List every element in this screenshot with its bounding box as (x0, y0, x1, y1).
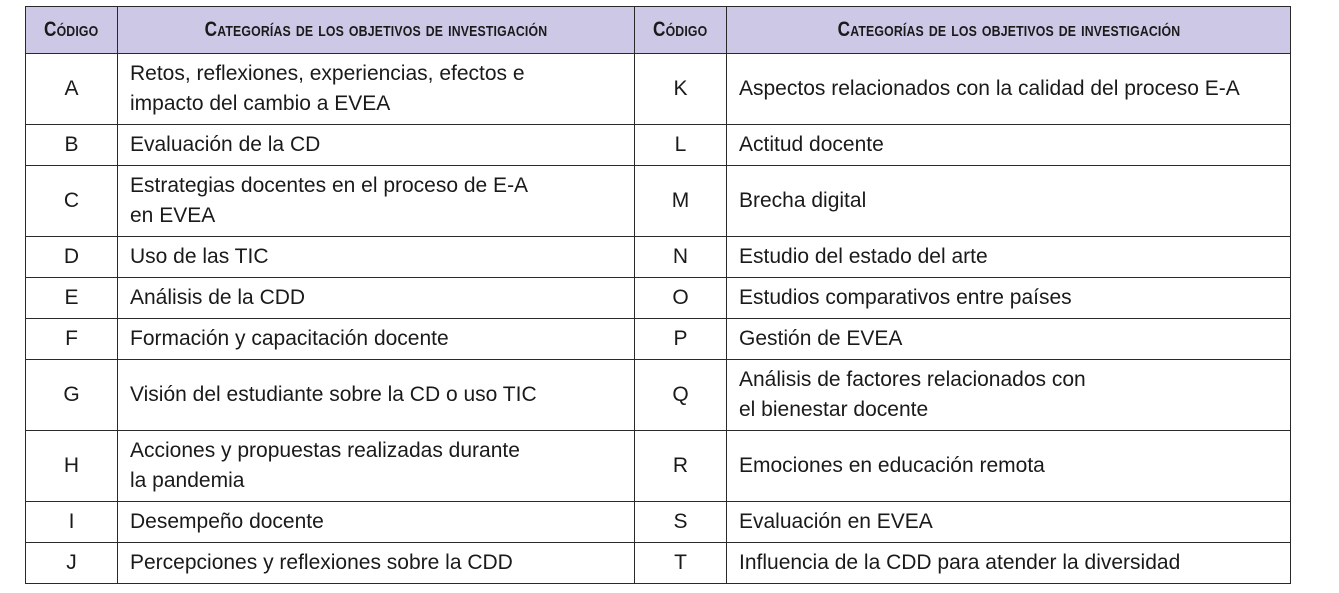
code-cell-left: A (26, 54, 118, 125)
category-cell-left (118, 319, 635, 360)
code-cell-right: Q (635, 360, 727, 431)
code-cell-right: R (635, 431, 727, 502)
category-line: Retos, reflexiones, experiencias, efectos e (130, 62, 525, 85)
table-header (26, 7, 1291, 54)
category-line: la pandemia (130, 469, 245, 492)
category-cell-left (118, 502, 635, 543)
code-cell-right: L (635, 125, 727, 166)
header-code-right: Código (635, 7, 727, 54)
category-line: Acciones y propuestas realizadas durante (130, 439, 520, 462)
table-row (26, 54, 1291, 125)
category-line: Brecha digital (739, 189, 867, 212)
category-cell-left (118, 125, 635, 166)
category-cell-left (118, 54, 635, 125)
category-line: Visión del estudiante sobre la CD o uso TIC (130, 383, 537, 406)
category-line: Actitud docente (739, 133, 884, 156)
category-cell-right (727, 125, 1291, 166)
code-cell-left: H (26, 431, 118, 502)
category-line: Percepciones y reflexiones sobre la CDD (130, 551, 513, 574)
category-cell-left (118, 360, 635, 431)
category-cell-left (118, 543, 635, 584)
category-cell-right (727, 166, 1291, 237)
category-line: Análisis de la CDD (130, 286, 306, 309)
code-cell-right: P (635, 319, 727, 360)
category-line: Estudios comparativos entre países (739, 286, 1072, 309)
category-line: Estrategias docentes en el proceso de E-A (130, 174, 529, 197)
table-row (26, 543, 1291, 584)
research-categories-table (25, 6, 1291, 584)
category-line: Estudio del estado del arte (739, 245, 988, 268)
category-cell-right (727, 237, 1291, 278)
table-row (26, 502, 1291, 543)
category-cell-right (727, 360, 1291, 431)
code-cell-left: B (26, 125, 118, 166)
header-code-left: Código (26, 7, 118, 54)
category-cell-right (727, 431, 1291, 502)
code-cell-left: C (26, 166, 118, 237)
category-line: Formación y capacitación docente (130, 327, 449, 350)
table-body (26, 54, 1291, 584)
code-cell-left: J (26, 543, 118, 584)
code-cell-right: T (635, 543, 727, 584)
category-cell-right (727, 319, 1291, 360)
category-line: en EVEA (130, 204, 216, 227)
header-category-right: Categorías de los objetivos de investigación (727, 7, 1291, 54)
code-cell-right: N (635, 237, 727, 278)
code-cell-left: E (26, 278, 118, 319)
table-row (26, 166, 1291, 237)
category-line: Evaluación en EVEA (739, 510, 933, 533)
category-line: el bienestar docente (739, 398, 929, 421)
category-cell-left (118, 431, 635, 502)
category-line: Uso de las TIC (130, 245, 269, 268)
table-row (26, 431, 1291, 502)
code-cell-right: S (635, 502, 727, 543)
code-cell-left: G (26, 360, 118, 431)
category-line: Análisis de factores relacionados con (739, 368, 1086, 391)
category-line: impacto del cambio a EVEA (130, 92, 391, 115)
table-row (26, 360, 1291, 431)
category-cell-right (727, 278, 1291, 319)
table-row (26, 278, 1291, 319)
category-line: Emociones en educación remota (739, 454, 1045, 477)
category-line: Aspectos relacionados con la calidad del proceso E-A (739, 77, 1240, 100)
header-category-left: Categorías de los objetivos de investigación (118, 7, 635, 54)
category-cell-right (727, 502, 1291, 543)
code-cell-left: F (26, 319, 118, 360)
table-row (26, 319, 1291, 360)
category-line: Influencia de la CDD para atender la diversidad (739, 551, 1181, 574)
category-line: Desempeño docente (130, 510, 324, 533)
code-cell-left: D (26, 237, 118, 278)
code-cell-left: I (26, 502, 118, 543)
table-row (26, 237, 1291, 278)
category-cell-left (118, 166, 635, 237)
category-cell-left (118, 278, 635, 319)
category-cell-right (727, 543, 1291, 584)
table-row (26, 125, 1291, 166)
category-cell-left (118, 237, 635, 278)
category-line: Evaluación de la CD (130, 133, 321, 156)
category-cell-right (727, 54, 1291, 125)
code-cell-right: K (635, 54, 727, 125)
category-line: Gestión de EVEA (739, 327, 903, 350)
header-row (26, 7, 1291, 54)
code-cell-right: M (635, 166, 727, 237)
code-cell-right: O (635, 278, 727, 319)
